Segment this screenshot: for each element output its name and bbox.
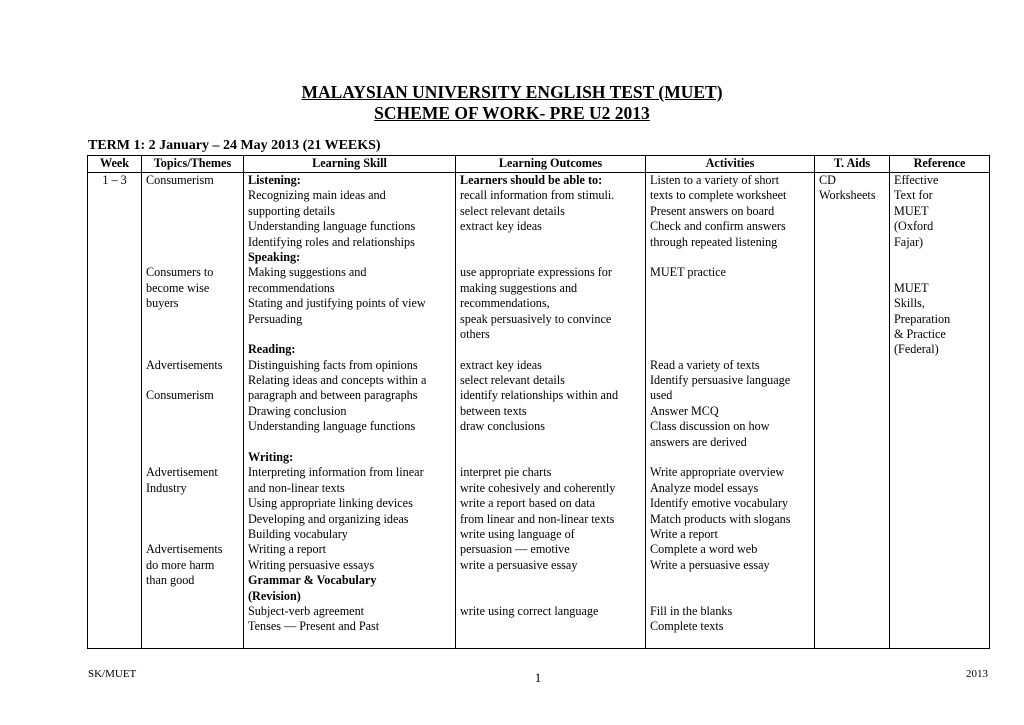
cell-line <box>650 573 810 588</box>
cell-line: Identify emotive vocabulary <box>650 496 789 511</box>
cell-line: MUET <box>894 280 929 295</box>
cell-line <box>650 450 810 465</box>
cell-line: & Practice <box>894 326 946 341</box>
term-heading: TERM 1: 2 January – 24 May 2013 (21 WEEKS) <box>88 138 381 153</box>
cell-line: Understanding language functions <box>248 219 416 234</box>
cell-line: Identifying roles and relationships <box>248 234 415 249</box>
cell-line <box>460 450 641 465</box>
cell-line: Making suggestions and <box>248 265 367 280</box>
cell-week: 1 – 3 <box>88 173 142 649</box>
cell-line: Subject-verb agreement <box>248 603 365 618</box>
cell-line: Distinguishing facts from opinions <box>248 357 418 372</box>
cell-line: Consumers to <box>146 265 214 280</box>
cell-line: answers are derived <box>650 434 747 449</box>
cell-line <box>146 373 239 388</box>
cell-line: Advertisements <box>146 357 223 372</box>
table-header-row <box>88 156 990 173</box>
cell-line <box>894 250 985 265</box>
cell-line <box>146 188 239 203</box>
cell-line: Writing a report <box>248 542 327 557</box>
cell-line: write using correct language <box>460 603 599 618</box>
cell-line <box>460 435 641 450</box>
cell-line <box>650 589 810 604</box>
cell-line <box>460 235 641 250</box>
cell-line <box>146 327 239 342</box>
cell-line <box>460 589 641 604</box>
cell-line: Listen to a variety of short <box>650 173 779 187</box>
cell-line: write using language of <box>460 526 575 541</box>
cell-line: others <box>460 326 490 341</box>
cell-line: Consumerism <box>146 173 214 187</box>
footer-left-text: SK/MUET <box>88 668 137 680</box>
cell-line: texts to complete worksheet <box>650 188 787 203</box>
header-topics: Topics/Themes <box>142 156 244 173</box>
cell-line <box>460 250 641 265</box>
cell-line: Stating and justifying points of view <box>248 296 426 311</box>
cell-line: Advertisement <box>146 465 218 480</box>
document-title: MALAYSIAN UNIVERSITY ENGLISH TEST (MUET) <box>301 82 723 102</box>
cell-line <box>146 219 239 234</box>
cell-line: Write a persuasive essay <box>650 557 770 572</box>
cell-line: (Revision) <box>248 588 301 603</box>
cell-line: Complete texts <box>650 619 724 634</box>
cell-line: recommendations <box>248 280 335 295</box>
cell-line <box>146 404 239 419</box>
cell-line: recall information from stimuli. <box>460 188 615 203</box>
cell-line <box>146 312 239 327</box>
cell-line: (Oxford <box>894 219 934 234</box>
footer-year: 2013 <box>966 668 988 680</box>
cell-line: extract key ideas <box>460 357 542 372</box>
cell-line: recommendations, <box>460 296 550 311</box>
cell-line <box>146 250 239 265</box>
cell-line: write a persuasive essay <box>460 557 578 572</box>
cell-line: between texts <box>460 403 527 418</box>
cell-line <box>650 312 810 327</box>
cell-line: Check and confirm answers <box>650 219 786 234</box>
cell-line: become wise <box>146 280 210 295</box>
cell-line: making suggestions and <box>460 280 578 295</box>
cell-line <box>146 419 239 434</box>
cell-line <box>146 204 239 219</box>
cell-line: Using appropriate linking devices <box>248 496 413 511</box>
cell-line: paragraph and between paragraphs <box>248 388 418 403</box>
cell-line: Recognizing main ideas and <box>248 188 386 203</box>
cell-line: extract key ideas <box>460 219 542 234</box>
cell-line: Consumerism <box>146 388 214 403</box>
cell-line: and non-linear texts <box>248 480 345 495</box>
cell-line: Match products with slogans <box>650 511 791 526</box>
page-number: 1 <box>534 670 542 685</box>
cell-line: Fajar) <box>894 234 924 249</box>
header-reference: Reference <box>890 156 990 173</box>
cell-line: identify relationships within and <box>460 388 619 403</box>
cell-line: Preparation <box>894 311 951 326</box>
cell-line: Speaking: <box>248 249 301 264</box>
cell-line: Listening: <box>248 173 301 187</box>
cell-line: Drawing conclusion <box>248 403 347 418</box>
cell-line <box>146 527 239 542</box>
cell-line: MUET practice <box>650 265 726 280</box>
cell-line: write cohesively and coherently <box>460 480 616 495</box>
cell-line: (Federal) <box>894 342 939 357</box>
cell-line: CD <box>819 173 836 187</box>
cell-activities <box>646 173 815 649</box>
cell-line: Grammar & Vocabulary <box>248 573 377 588</box>
header-learning-outcomes: Learning Outcomes <box>456 156 646 173</box>
cell-line: Complete a word web <box>650 542 758 557</box>
cell-line <box>248 327 451 342</box>
cell-line: do more harm <box>146 557 215 572</box>
header-teaching-aids: T. Aids <box>815 156 890 173</box>
cell-line: through repeated listening <box>650 234 778 249</box>
document-subtitle: SCHEME OF WORK- PRE U2 2013 <box>374 103 650 123</box>
cell-line: used <box>650 388 673 403</box>
cell-line <box>248 435 451 450</box>
table-row <box>88 173 990 649</box>
cell-line <box>146 342 239 357</box>
cell-line <box>146 435 239 450</box>
cell-line <box>650 250 810 265</box>
cell-line: speak persuasively to convince <box>460 311 612 326</box>
cell-line: draw conclusions <box>460 419 545 434</box>
cell-line: supporting details <box>248 203 335 218</box>
cell-topics <box>142 173 244 649</box>
cell-line: Answer MCQ <box>650 403 719 418</box>
header-activities: Activities <box>646 156 815 173</box>
scheme-table <box>87 155 990 649</box>
cell-line: buyers <box>146 296 179 311</box>
cell-line <box>460 342 641 357</box>
cell-reference <box>890 173 990 649</box>
cell-line: select relevant details <box>460 373 565 388</box>
cell-line: Tenses — Present and Past <box>248 619 380 634</box>
cell-line <box>146 512 239 527</box>
cell-line <box>650 342 810 357</box>
cell-line: Relating ideas and concepts within a <box>248 373 427 388</box>
cell-line: persuasion — emotive <box>460 542 570 557</box>
cell-line: Read a variety of texts <box>650 357 760 372</box>
cell-line <box>894 265 985 280</box>
cell-teaching-aids <box>815 173 890 649</box>
cell-learning-outcomes <box>456 173 646 649</box>
cell-line <box>460 573 641 588</box>
cell-line: Analyze model essays <box>650 480 759 495</box>
cell-line: Developing and organizing ideas <box>248 511 409 526</box>
header-learning-skill: Learning Skill <box>244 156 456 173</box>
cell-line: than good <box>146 573 195 588</box>
cell-line: Industry <box>146 480 187 495</box>
cell-line <box>146 496 239 511</box>
cell-line: Worksheets <box>819 188 876 203</box>
cell-line: Reading: <box>248 342 296 357</box>
cell-line: Fill in the blanks <box>650 603 733 618</box>
cell-line <box>146 450 239 465</box>
cell-line: Interpreting information from linear <box>248 465 424 480</box>
cell-line <box>146 235 239 250</box>
cell-line: Writing: <box>248 450 294 465</box>
cell-line: Effective <box>894 173 939 187</box>
cell-line: Write appropriate overview <box>650 465 785 480</box>
cell-line: Text for <box>894 188 933 203</box>
cell-line: write a report based on data <box>460 496 596 511</box>
cell-line: Skills, <box>894 296 925 311</box>
header-week: Week <box>88 156 142 173</box>
cell-line: Persuading <box>248 311 303 326</box>
cell-line: interpret pie charts <box>460 465 552 480</box>
cell-line: Write a report <box>650 526 718 541</box>
cell-line <box>650 281 810 296</box>
cell-line: Building vocabulary <box>248 526 348 541</box>
cell-line: Class discussion on how <box>650 419 770 434</box>
cell-line: Identify persuasive language <box>650 373 791 388</box>
cell-line: use appropriate expressions for <box>460 265 612 280</box>
cell-line <box>650 296 810 311</box>
cell-line: Understanding language functions <box>248 419 416 434</box>
cell-line: select relevant details <box>460 203 565 218</box>
cell-line: MUET <box>894 203 929 218</box>
cell-line: Advertisements <box>146 542 223 557</box>
cell-line <box>650 327 810 342</box>
cell-line: Present answers on board <box>650 203 775 218</box>
cell-line: from linear and non-linear texts <box>460 511 615 526</box>
cell-line: Learners should be able to: <box>460 173 603 187</box>
cell-line: Writing persuasive essays <box>248 557 375 572</box>
cell-learning-skill <box>244 173 456 649</box>
